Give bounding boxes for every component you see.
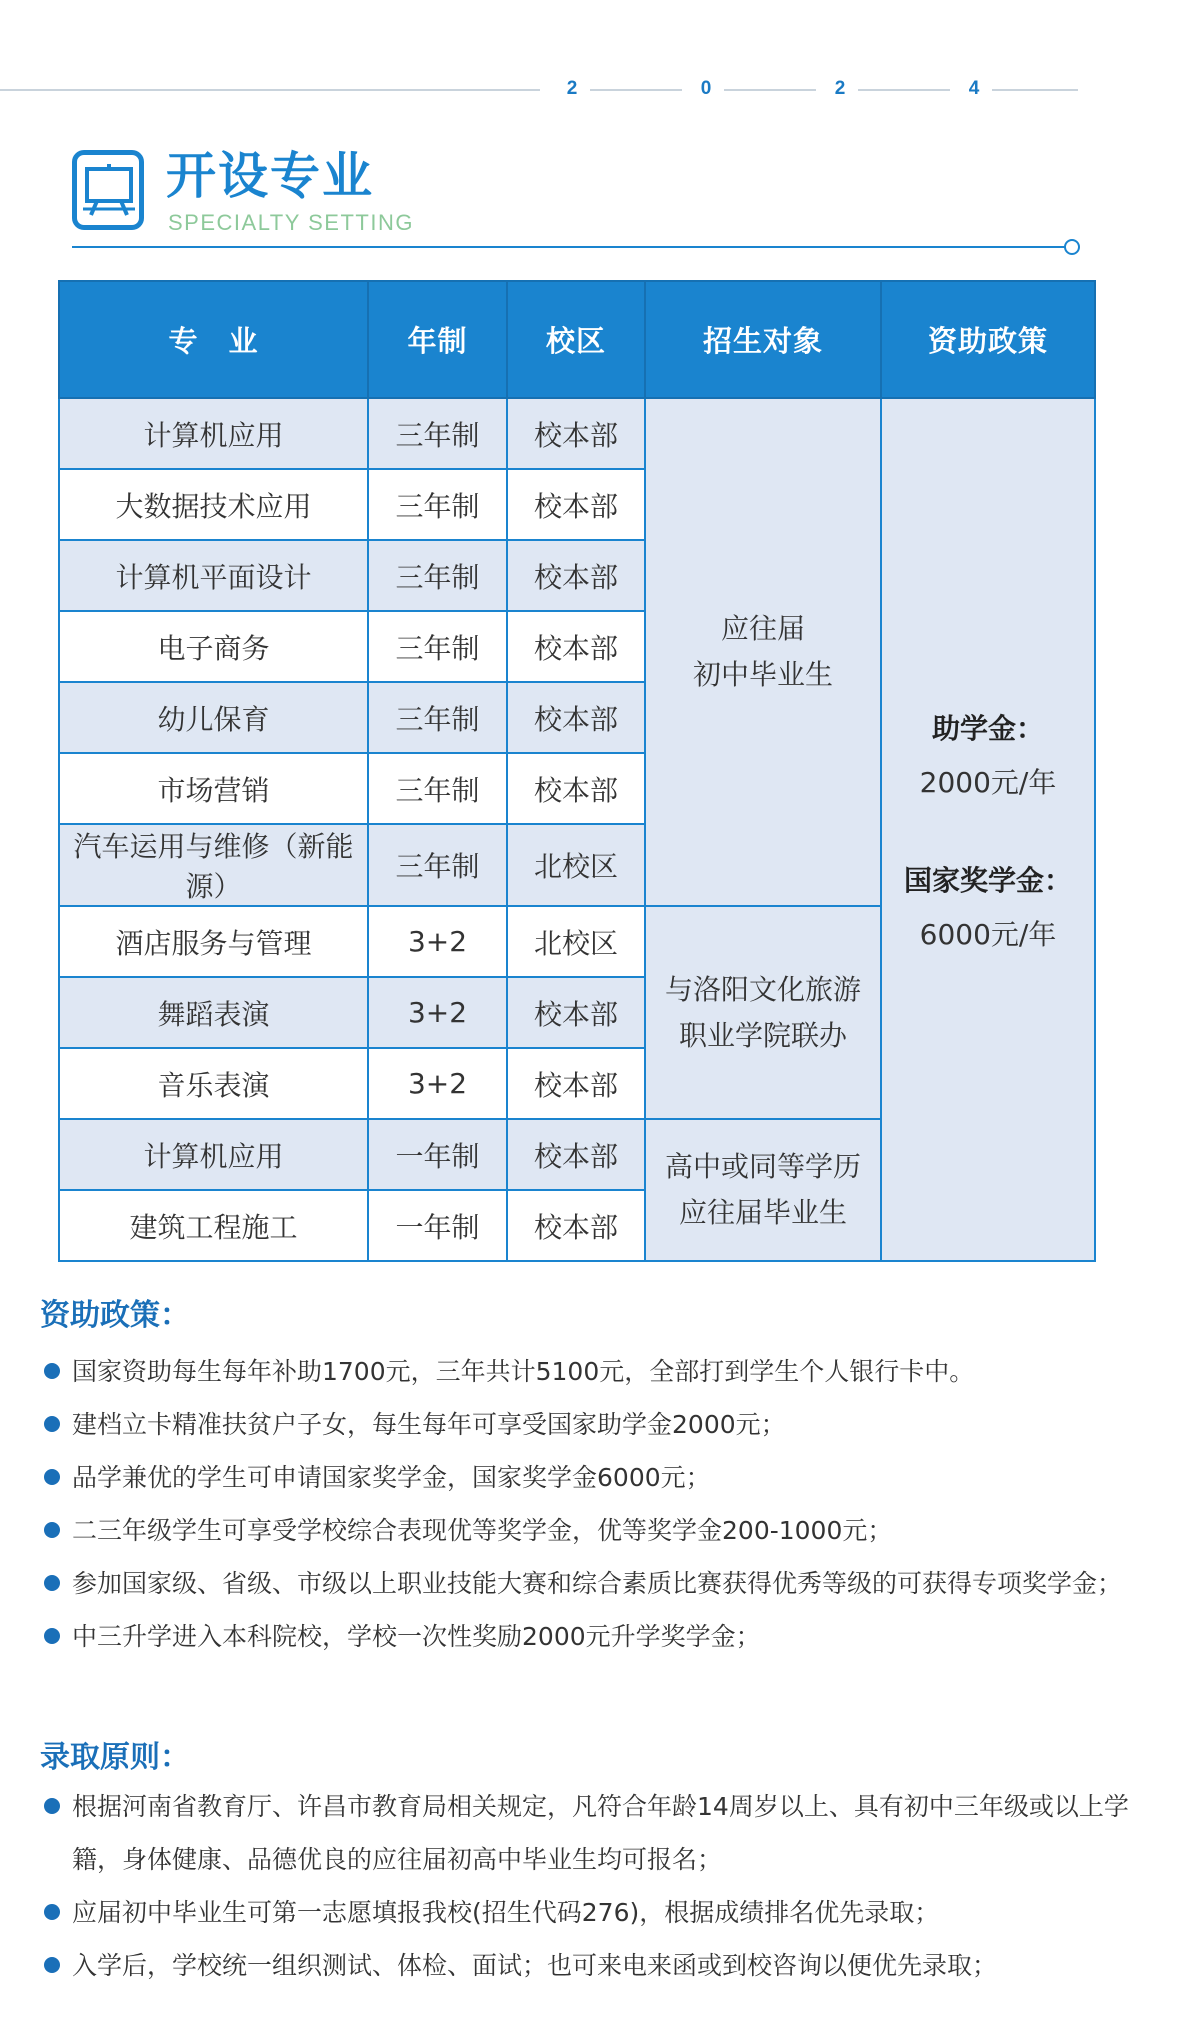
list-item-text: 参加国家级、省级、市级以上职业技能大赛和综合素质比赛获得优秀等级的可获得专项奖学金； bbox=[72, 1569, 1123, 1598]
cell-major: 舞蹈表演 bbox=[59, 977, 368, 1048]
cell-target bbox=[645, 398, 881, 906]
cell-years: 3+2 bbox=[368, 1048, 507, 1119]
cell-campus: 校本部 bbox=[507, 540, 645, 611]
cell-years: 一年制 bbox=[368, 1119, 507, 1190]
top-rule-seg3 bbox=[858, 89, 950, 91]
list-item bbox=[40, 1504, 1150, 1557]
top-rule-right bbox=[992, 89, 1078, 91]
cell-campus: 北校区 bbox=[507, 824, 645, 906]
table-row bbox=[59, 398, 1095, 469]
year-digit: 4 bbox=[968, 78, 980, 99]
cell-major: 汽车运用与维修（新能源） bbox=[59, 824, 368, 906]
cell-years: 三年制 bbox=[368, 540, 507, 611]
cell-major: 幼儿保育 bbox=[59, 682, 368, 753]
list-item bbox=[40, 1398, 1150, 1451]
target-line: 与洛阳文化旅游 bbox=[664, 972, 861, 1006]
target-line: 职业学院联办 bbox=[678, 1018, 847, 1052]
bullet-dot-icon bbox=[44, 1957, 60, 1973]
cell-campus: 校本部 bbox=[507, 753, 645, 824]
cell-campus: 校本部 bbox=[507, 1190, 645, 1261]
list-item bbox=[40, 1780, 1150, 1886]
cell-campus: 北校区 bbox=[507, 906, 645, 977]
year-digit: 2 bbox=[566, 78, 578, 99]
header-major: 专 业 bbox=[59, 281, 368, 398]
policy-value: 6000元/年 bbox=[919, 917, 1057, 951]
policy-value: 2000元/年 bbox=[919, 765, 1057, 799]
cell-major: 建筑工程施工 bbox=[59, 1190, 368, 1261]
list-item-text: 建档立卡精准扶贫户子女，每生每年可享受国家助学金2000元； bbox=[72, 1410, 786, 1439]
cell-major: 酒店服务与管理 bbox=[59, 906, 368, 977]
section-title: 开设专业 bbox=[166, 147, 374, 205]
specialty-table bbox=[58, 280, 1096, 1262]
header-years: 年制 bbox=[368, 281, 507, 398]
cell-years: 三年制 bbox=[368, 611, 507, 682]
cell-target bbox=[645, 1119, 881, 1261]
cell-campus: 校本部 bbox=[507, 611, 645, 682]
blackboard-icon bbox=[72, 150, 144, 230]
cell-campus: 校本部 bbox=[507, 469, 645, 540]
cell-years: 三年制 bbox=[368, 682, 507, 753]
title-underline bbox=[72, 246, 1066, 248]
cell-policy bbox=[881, 398, 1095, 1261]
policy-label: 助学金： bbox=[931, 711, 1044, 745]
cell-years: 3+2 bbox=[368, 977, 507, 1048]
list-item bbox=[40, 1886, 1150, 1939]
bullet-dot-icon bbox=[44, 1798, 60, 1814]
bullet-dot-icon bbox=[44, 1904, 60, 1920]
cell-years: 一年制 bbox=[368, 1190, 507, 1261]
section-subtitle: SPECIALTY SETTING bbox=[168, 210, 414, 235]
cell-major: 计算机应用 bbox=[59, 398, 368, 469]
cell-campus: 校本部 bbox=[507, 682, 645, 753]
cell-major: 大数据技术应用 bbox=[59, 469, 368, 540]
bullet-dot-icon bbox=[44, 1628, 60, 1644]
list-item bbox=[40, 1557, 1150, 1610]
top-rule-seg1 bbox=[590, 89, 682, 91]
list-item bbox=[40, 1939, 1150, 1992]
cell-major: 计算机平面设计 bbox=[59, 540, 368, 611]
list-item-text: 根据河南省教育厅、许昌市教育局相关规定，凡符合年龄14周岁以上、具有初中三年级或以上学籍，身体健康、品德优良的应往届初高中毕业生均可报名； bbox=[72, 1792, 1129, 1874]
target-line: 初中毕业生 bbox=[692, 658, 833, 691]
cell-target bbox=[645, 906, 881, 1119]
list-item bbox=[40, 1610, 1150, 1663]
target-line: 高中或同等学历 bbox=[664, 1150, 861, 1183]
list-item bbox=[40, 1451, 1150, 1504]
cell-major: 音乐表演 bbox=[59, 1048, 368, 1119]
bullet-dot-icon bbox=[44, 1522, 60, 1538]
list-item-text: 品学兼优的学生可申请国家奖学金，国家奖学金6000元； bbox=[72, 1463, 711, 1492]
funding-title: 资助政策： bbox=[40, 1298, 190, 1333]
cell-campus: 校本部 bbox=[507, 1048, 645, 1119]
table-header-row bbox=[59, 281, 1095, 398]
cell-years: 三年制 bbox=[368, 469, 507, 540]
cell-campus: 校本部 bbox=[507, 398, 645, 469]
funding-list bbox=[40, 1345, 1150, 1663]
title-underline-end-dot bbox=[1064, 239, 1080, 255]
cell-years: 三年制 bbox=[368, 753, 507, 824]
cell-years: 3+2 bbox=[368, 906, 507, 977]
target-line: 应往届 bbox=[720, 612, 805, 645]
admission-title: 录取原则： bbox=[40, 1740, 190, 1775]
bullet-dot-icon bbox=[44, 1363, 60, 1379]
cell-campus: 校本部 bbox=[507, 1119, 645, 1190]
cell-years: 三年制 bbox=[368, 398, 507, 469]
target-line: 应往届毕业生 bbox=[678, 1196, 847, 1229]
policy-label: 国家奖学金： bbox=[903, 863, 1072, 897]
list-item-text: 国家资助每生每年补助1700元，三年共计5100元，全部打到学生个人银行卡中。 bbox=[72, 1357, 975, 1386]
header-target: 招生对象 bbox=[645, 281, 881, 398]
cell-major: 市场营销 bbox=[59, 753, 368, 824]
bullet-dot-icon bbox=[44, 1469, 60, 1485]
year-digit: 2 bbox=[834, 78, 846, 99]
cell-years: 三年制 bbox=[368, 824, 507, 906]
list-item-text: 应届初中毕业生可第一志愿填报我校(招生代码276)，根据成绩排名优先录取； bbox=[72, 1898, 940, 1927]
top-rule-seg2 bbox=[724, 89, 816, 91]
cell-campus: 校本部 bbox=[507, 977, 645, 1048]
cell-major: 电子商务 bbox=[59, 611, 368, 682]
list-item-text: 二三年级学生可享受学校综合表现优等奖学金，优等奖学金200-1000元； bbox=[72, 1516, 893, 1545]
list-item-text: 入学后，学校统一组织测试、体检、面试；也可来电来函或到校咨询以便优先录取； bbox=[72, 1951, 998, 1980]
bullet-dot-icon bbox=[44, 1575, 60, 1591]
bullet-dot-icon bbox=[44, 1416, 60, 1432]
year-digit: 0 bbox=[700, 78, 712, 99]
list-item bbox=[40, 1345, 1150, 1398]
cell-major: 计算机应用 bbox=[59, 1119, 368, 1190]
top-rule-left bbox=[0, 89, 540, 91]
list-item-text: 中三升学进入本科院校，学校一次性奖励2000元升学奖学金； bbox=[72, 1622, 761, 1651]
header-campus: 校区 bbox=[507, 281, 645, 398]
admission-list bbox=[40, 1780, 1150, 1992]
header-policy: 资助政策 bbox=[881, 281, 1095, 398]
